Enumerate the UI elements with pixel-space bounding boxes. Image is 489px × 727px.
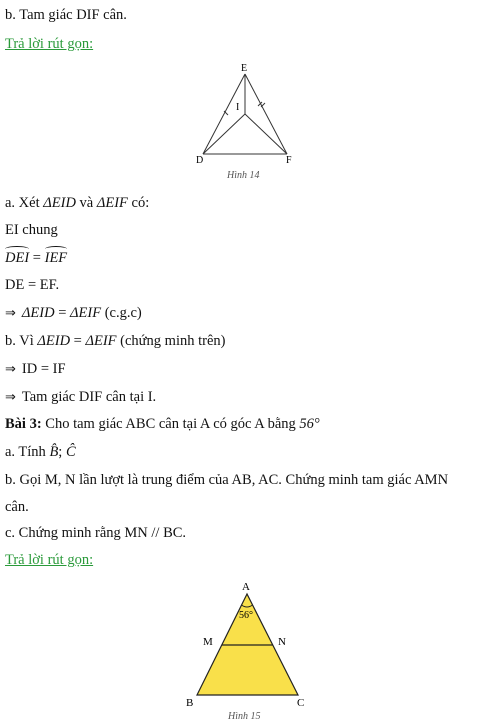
line-part-b-question-1: b. Gọi M, N lần lượt là trung điểm của AB, AC. Chứng minh tam giác AMN bbox=[5, 472, 449, 488]
label-a: A bbox=[242, 581, 250, 593]
triangle-eif: ΔEIF bbox=[70, 305, 102, 321]
answer-heading-2: Trả lời rút gọn: bbox=[5, 552, 94, 568]
text-id-if: ID = IF bbox=[21, 361, 66, 377]
exercise-3-label: Bài 3: bbox=[5, 416, 42, 432]
triangle-eif: ΔEIF bbox=[96, 195, 128, 211]
angle-b-hat: B̂ bbox=[49, 444, 59, 460]
implies-arrow-icon: ⇒ bbox=[5, 306, 16, 321]
segment-if bbox=[245, 114, 287, 154]
text-conclusion: Tam giác DIF cân tại I. bbox=[21, 389, 157, 405]
label-m: M bbox=[203, 636, 213, 648]
text-and: và bbox=[75, 195, 97, 211]
triangle-eid: ΔEID bbox=[37, 333, 71, 349]
label-d: D bbox=[196, 155, 204, 166]
label-e: E bbox=[241, 63, 248, 74]
segment-id bbox=[203, 114, 245, 154]
line-bai3 bbox=[5, 415, 320, 433]
answer-heading-1: Trả lời rút gọn: bbox=[5, 36, 94, 52]
implies-arrow-icon: ⇒ bbox=[5, 362, 16, 377]
text-separator: ; bbox=[58, 444, 66, 460]
angle-ief: IEF bbox=[44, 250, 68, 266]
text-co: có: bbox=[127, 195, 150, 211]
text-b-prefix: b. Vì bbox=[5, 333, 38, 349]
text-proof-above: (chứng minh trên) bbox=[116, 333, 226, 349]
angle-a-label: 56° bbox=[239, 610, 253, 621]
figure-14 bbox=[190, 60, 300, 182]
triangle-eif: ΔEIF bbox=[85, 333, 117, 349]
angle-c-hat: Ĉ bbox=[65, 444, 76, 460]
segment-ed bbox=[203, 74, 245, 154]
line-part-a-question bbox=[5, 443, 76, 461]
line-part-b-statement: b. Tam giác DIF cân. bbox=[5, 7, 127, 23]
line-part-b-reason bbox=[5, 332, 225, 350]
label-i: I bbox=[236, 102, 240, 113]
line-part-b-question-2: cân. bbox=[5, 499, 29, 515]
label-n: N bbox=[278, 636, 286, 648]
line-triangle-congruence bbox=[5, 304, 142, 323]
line-part-c-question: c. Chứng minh rằng MN // BC. bbox=[5, 525, 187, 541]
figure-15-caption: Hình 15 bbox=[228, 711, 261, 722]
angle-a-value: 56° bbox=[299, 416, 320, 432]
text-a-tinh: a. Tính bbox=[5, 444, 50, 460]
text-a-prefix: a. Xét bbox=[5, 195, 44, 211]
segment-ef bbox=[245, 74, 287, 154]
line-ei-common: EI chung bbox=[5, 222, 58, 238]
figure-14-caption: Hình 14 bbox=[227, 170, 260, 181]
text-cgc: (c.g.c) bbox=[101, 305, 142, 321]
line-part-a-setup bbox=[5, 194, 149, 212]
line-angle-equality bbox=[5, 249, 67, 267]
angle-dei: DEI bbox=[5, 250, 30, 266]
implies-arrow-icon: ⇒ bbox=[5, 390, 16, 405]
text-equals: = bbox=[29, 250, 45, 266]
line-conclusion bbox=[5, 388, 156, 407]
exercise-3-text: Cho tam giác ABC cân tại A có góc A bằng bbox=[41, 416, 300, 432]
text-equals: = bbox=[54, 305, 71, 321]
label-f: F bbox=[286, 155, 292, 166]
label-c: C bbox=[297, 697, 305, 709]
text-equals: = bbox=[70, 333, 86, 349]
label-b: B bbox=[186, 697, 194, 709]
line-de-ef: DE = EF. bbox=[5, 277, 60, 293]
triangle-eid: ΔEID bbox=[21, 305, 55, 321]
line-id-if bbox=[5, 360, 66, 379]
triangle-eid: ΔEID bbox=[43, 195, 76, 211]
figure-15 bbox=[183, 576, 313, 724]
